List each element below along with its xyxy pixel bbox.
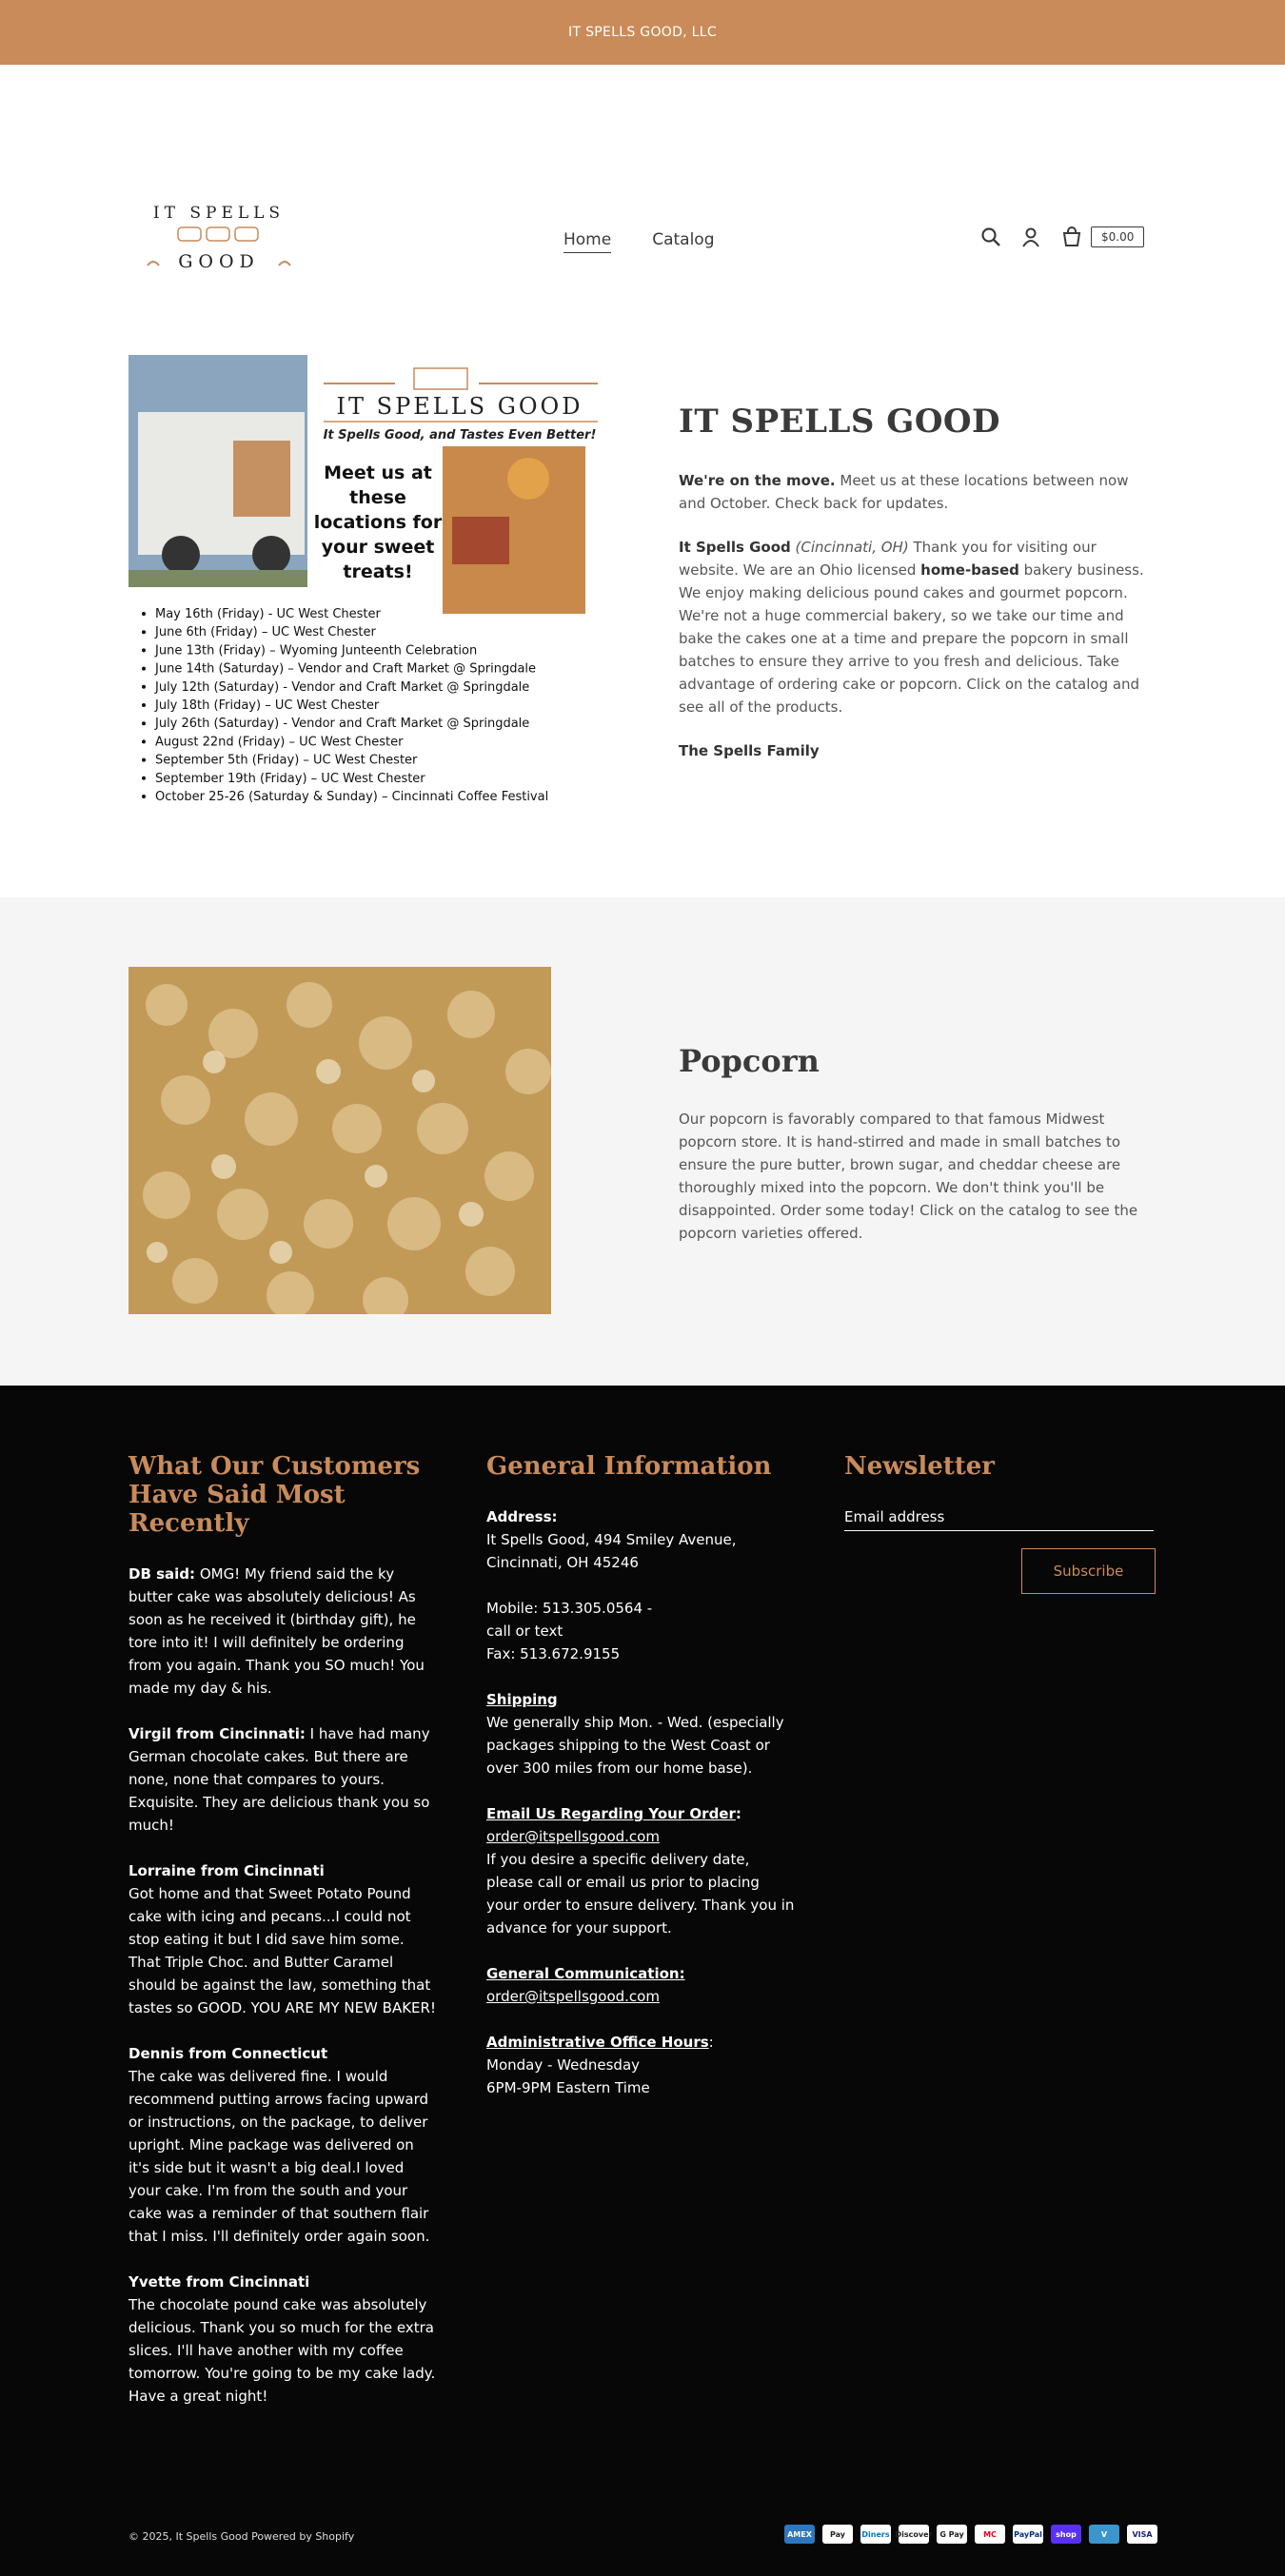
review-name: Dennis from Connecticut xyxy=(128,2045,328,2062)
svg-text:locations for: locations for xyxy=(313,512,443,533)
flyer-date-bullet xyxy=(142,685,146,689)
site-footer xyxy=(0,1386,1285,2576)
popcorn-body: Our popcorn is favorably compared to that famous Midwest popcorn store. It is hand-stirred and made in small batches to ensure the pure butter, brown sugar, and cheddar cheese are thoroughly mixed into the popcorn. We don't think you'll be disappointed. Order some today! Click on the catalog to see the popcorn varieties offered. xyxy=(679,1111,1138,1242)
hero-p1-rest: Meet us at these locations between now and October. Check back for updates. xyxy=(679,472,1129,512)
review-name: Yvette from Cincinnati xyxy=(128,2273,310,2291)
popcorn-graphic xyxy=(128,967,551,1314)
review-item xyxy=(128,2271,438,2408)
flyer-date-bullet xyxy=(142,612,146,616)
svg-text:your sweet: your sweet xyxy=(321,537,435,558)
review-item xyxy=(128,1859,438,2019)
paypal-icon: PayPal xyxy=(1013,2525,1043,2544)
google-pay-icon: G Pay xyxy=(937,2525,967,2544)
phone-block xyxy=(486,1597,796,1665)
flyer-date-bullet xyxy=(142,777,146,780)
email-block: Email Us Regarding Your Order: order@itspellsgood.com If you desire a specific delivery date, please call or email us prior to placing your order to ensure delivery. Thank you in advance for your support. xyxy=(486,1802,796,1939)
flyer-date-item: August 22nd (Friday) – UC West Chester xyxy=(155,735,404,750)
shipping-block xyxy=(486,1688,796,1780)
hero-p1-bold: We're on the move. xyxy=(679,472,836,489)
flyer-date-item: June 14th (Saturday) – Vendor and Craft Market @ Springdale xyxy=(155,661,537,677)
nav-catalog[interactable]: Catalog xyxy=(652,230,715,249)
account-icon[interactable] xyxy=(1020,226,1041,247)
mastercard-icon: MC xyxy=(975,2525,1005,2544)
flyer-date-item: September 5th (Friday) – UC West Chester xyxy=(155,753,418,768)
header-icons xyxy=(980,226,1144,247)
svg-text:Meet us at: Meet us at xyxy=(324,462,432,483)
email-note: If you desire a specific delivery date, please call or email us prior to placing your order to ensure delivery. Thank you in advance for your support. xyxy=(486,1851,795,1937)
newsletter-heading: Newsletter xyxy=(844,1452,996,1481)
flyer-date-item: July 18th (Friday) – UC West Chester xyxy=(155,698,380,713)
hero-p2-a: Thank you for visiting our website. We are an Ohio licensed xyxy=(679,539,1097,579)
search-icon[interactable] xyxy=(980,226,1001,247)
flyer-date-bullet xyxy=(142,721,146,725)
address-text: It Spells Good, 494 Smiley Avenue, Cincinnati, OH 45246 xyxy=(486,1531,737,1571)
hero-paragraph-1 xyxy=(679,469,1156,515)
subscribe-button[interactable]: Subscribe xyxy=(1021,1548,1156,1594)
svg-text:these: these xyxy=(349,487,406,508)
hero-p2-italic: (Cincinnati, OH) xyxy=(790,539,909,556)
hero-p2-bold: It Spells Good xyxy=(679,539,791,556)
hero-title: IT SPELLS GOOD xyxy=(679,403,1001,441)
shipping-label: Shipping xyxy=(486,1691,558,1708)
flyer-date-item: May 16th (Friday) - UC West Chester xyxy=(155,607,381,621)
newsletter-column xyxy=(844,1452,1154,1594)
flyer-date-item: July 12th (Saturday) - Vendor and Craft Market @ Springdale xyxy=(155,679,530,695)
call-text: call or text xyxy=(486,1622,563,1640)
flyer-date-item: September 19th (Friday) – UC West Chester xyxy=(155,771,425,786)
fax-text: Fax: 513.672.9155 xyxy=(486,1645,621,1662)
hero-text xyxy=(679,403,1156,783)
nav-home[interactable]: Home xyxy=(563,230,611,253)
info-column xyxy=(486,1452,796,2122)
announcement-bar xyxy=(0,0,1285,65)
cart-icon[interactable] xyxy=(1060,226,1083,247)
hours-time: 6PM-9PM Eastern Time xyxy=(486,2079,650,2096)
flyer-graphic xyxy=(128,355,611,838)
discover-icon: Discover xyxy=(899,2525,929,2544)
hero-signoff xyxy=(679,739,1156,762)
events-flyer-image xyxy=(128,355,611,838)
hero-paragraph-2 xyxy=(679,536,1156,718)
flyer-date-item: June 13th (Friday) – Wyoming Junteenth Celebration xyxy=(155,643,478,659)
flyer-date-bullet xyxy=(142,648,146,652)
shop-pay-icon: shop xyxy=(1051,2525,1081,2544)
logo-line2: GOOD xyxy=(178,251,260,272)
review-name: DB said: xyxy=(128,1565,196,1583)
hero-section xyxy=(128,355,1156,840)
review-name: Virgil from Cincinnati: xyxy=(128,1725,306,1742)
apple-pay-icon: Pay xyxy=(822,2525,853,2544)
flyer-date-bullet xyxy=(142,667,146,671)
hours-days: Monday - Wednesday xyxy=(486,2056,641,2074)
visa-icon: VISA xyxy=(1127,2525,1157,2544)
review-text: Got home and that Sweet Potato Pound cake with icing and pecans...I could not stop eating it but I did save him some. That Triple Choc. and Butter Caramel should be against the law, something that tastes so GOOD. YOU ARE MY NEW BAKER! xyxy=(128,1885,436,2016)
flyer-date-item: October 25-26 (Saturday & Sunday) – Cincinnati Coffee Festival xyxy=(155,790,549,804)
review-item xyxy=(128,2042,438,2248)
review-text: I have had many German chocolate cakes. But there are none, none that compares to yours. Exquisite. They are delicious thank you so much! xyxy=(128,1725,430,1834)
popcorn-section xyxy=(0,897,1285,1386)
popcorn-image xyxy=(128,967,551,1314)
review-item xyxy=(128,1563,438,1700)
address-label: Address: xyxy=(486,1508,558,1525)
site-header xyxy=(0,65,1285,272)
flyer-date-bullet xyxy=(142,758,146,762)
amex-icon: AMEX xyxy=(784,2525,815,2544)
order-email-link[interactable]: order@itspellsgood.com xyxy=(486,1828,660,1845)
diners-club-icon: Diners xyxy=(860,2525,891,2544)
svg-text:treats!: treats! xyxy=(343,561,413,582)
main-nav xyxy=(563,230,715,253)
cart-total[interactable]: $0.00 xyxy=(1091,226,1144,247)
flyer-date-bullet xyxy=(142,630,146,634)
venmo-icon: V xyxy=(1089,2525,1119,2544)
payment-icons xyxy=(784,2525,1157,2544)
popcorn-text xyxy=(679,1043,1156,1266)
flyer-date-item: June 6th (Friday) – UC West Chester xyxy=(155,625,376,640)
flyer-date-bullet xyxy=(142,795,146,798)
flyer-date-bullet xyxy=(142,703,146,707)
flyer-date-item: July 26th (Saturday) - Vendor and Craft Market @ Springdale xyxy=(155,717,530,732)
flyer-meet xyxy=(314,462,443,582)
review-text: The cake was delivered fine. I would recommend putting arrows facing upward or instructions, on the package, to deliver upright. Mine package was delivered on it's side but it wasn't a big deal.I loved your cake. I'm from the south and your cake was a reminder of that southern flair that I miss. I'll definitely order again soon. xyxy=(128,2068,430,2245)
flyer-tagline: It Spells Good, and Tastes Even Better! xyxy=(323,428,597,442)
popcorn-title: Popcorn xyxy=(679,1043,820,1079)
hours-block: Administrative Office Hours: Monday - Wednesday 6PM-9PM Eastern Time xyxy=(486,2031,796,2099)
review-item xyxy=(128,1722,438,1837)
shipping-text: We generally ship Mon. - Wed. (especially packages shipping to the West Coast or over 300 miles from our home base). xyxy=(486,1714,784,1777)
copyright: © 2025, It Spells Good Powered by Shopify xyxy=(128,2530,355,2543)
communication-email-link[interactable]: order@itspellsgood.com xyxy=(486,1988,660,2005)
review-text: The chocolate pound cake was absolutely delicious. Thank you so much for the extra slices. I'll have another with my coffee tomorrow. You're going to be my cake lady. Have a great night! xyxy=(128,2296,436,2405)
hero-p2-bold2: home-based xyxy=(920,561,1019,579)
flyer-brand: IT SPELLS GOOD xyxy=(336,393,583,420)
reviews-column xyxy=(128,1452,438,2430)
hero-p2-b: bakery business. We enjoy making delicious pound cakes and gourmet popcorn. We're not a huge commercial bakery, so we take our time and bake the cakes one at a time and prepare the popcorn in small batches to ensure they arrive to you fresh and delicious. Take advantage of ordering cake or popcorn. Click on the catalog and see all of the products. xyxy=(679,561,1144,716)
logo-line1: IT SPELLS xyxy=(152,204,286,223)
announcement-text: IT SPELLS GOOD, LLC xyxy=(568,25,717,40)
logo-graphic xyxy=(128,191,309,277)
hero-signoff-text: The Spells Family xyxy=(679,742,820,759)
communication-label: General Communication: xyxy=(486,1965,685,1982)
flyer-date-bullet xyxy=(142,739,146,743)
reviews-heading: What Our Customers Have Said Most Recently xyxy=(128,1452,421,1538)
address-block xyxy=(486,1505,796,1574)
hours-label: Administrative Office Hours xyxy=(486,2034,709,2051)
mobile-text: Mobile: 513.305.0564 - xyxy=(486,1600,653,1617)
review-name: Lorraine from Cincinnati xyxy=(128,1862,325,1879)
email-label: Email Us Regarding Your Order xyxy=(486,1805,736,1822)
info-heading: General Information xyxy=(486,1452,772,1481)
site-logo[interactable] xyxy=(128,191,309,277)
newsletter-email-input[interactable]: Email address xyxy=(844,1505,1154,1531)
review-text: OMG! My friend said the ky butter cake was absolutely delicious! As soon as he received it (birthday gift), he tore into it! I will definitely be ordering from you again. Thank you SO much! You made my day & his. xyxy=(128,1565,425,1697)
communication-block xyxy=(486,1962,796,2008)
